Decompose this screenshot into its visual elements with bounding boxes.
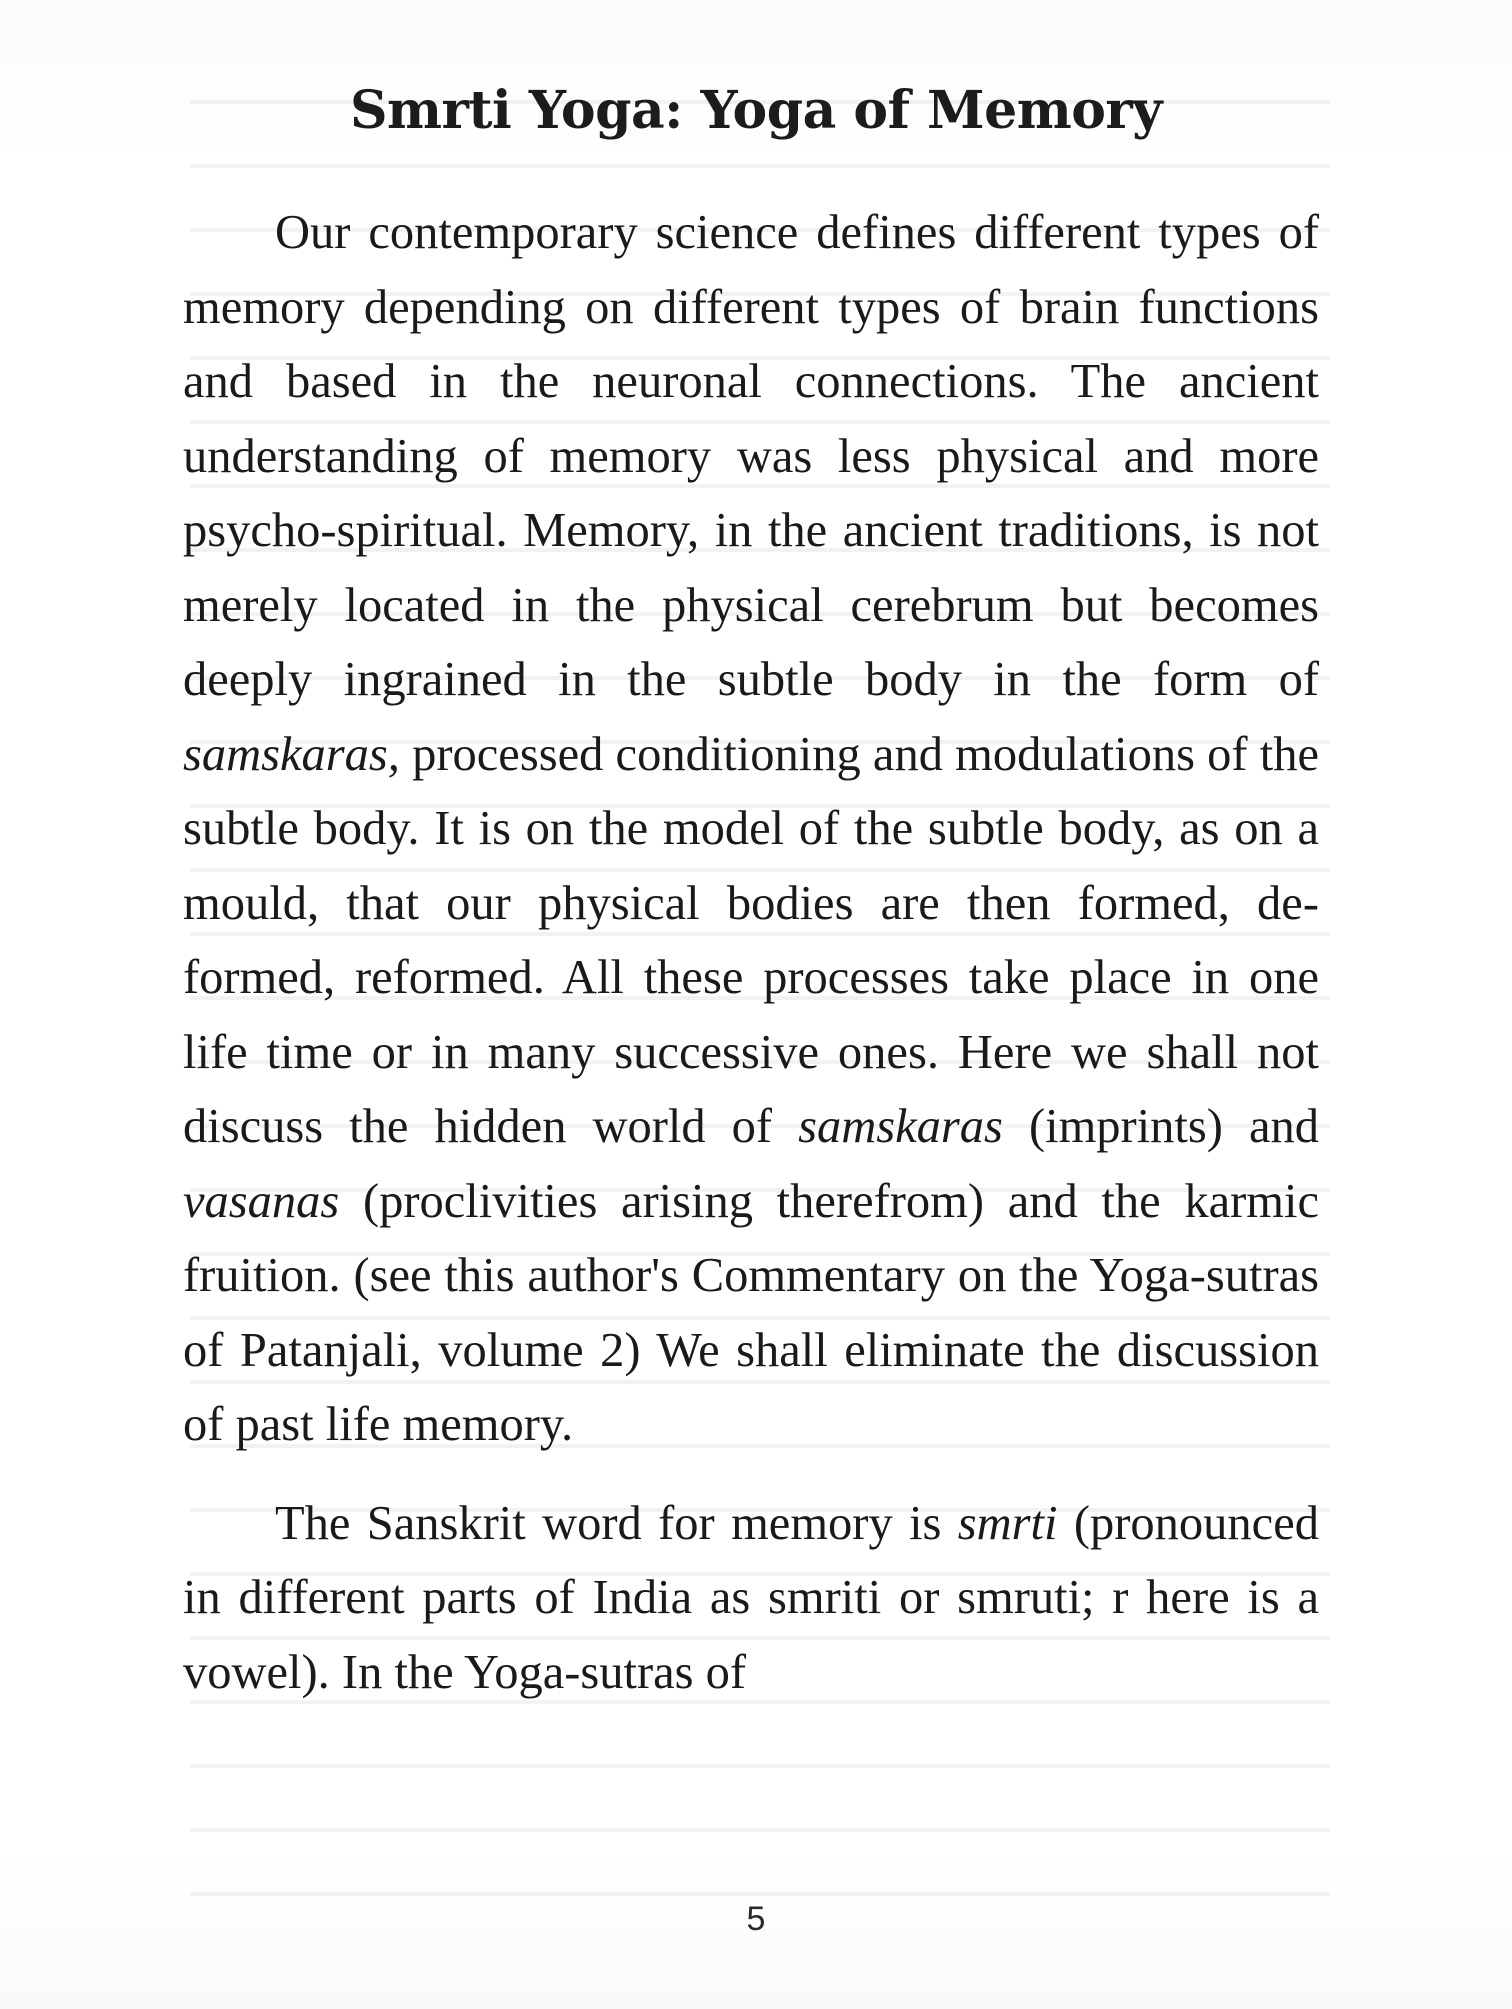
p1-italic-samskaras: samskaras, [183, 727, 400, 781]
p1-italic-vasanas: vasanas [183, 1174, 340, 1228]
body-text [183, 196, 1319, 1710]
paragraph-1 [183, 196, 1319, 1463]
p2-text-2: (pronounced in different parts of India as smriti or smruti; r here is a vowel). In the Yoga-sutras of [183, 1496, 1319, 1699]
page-number: 5 [746, 1900, 766, 1938]
p2-text-1: The Sanskrit word for memory is [275, 1496, 958, 1550]
p1-text-1: Our contemporary science defines different types of memory depending on different types of brain functions and based in the neuronal connections. The ancient understanding of memory was less physical and more psycho-spiritual. Memory, in the ancient traditions, is not merely located in the physical cerebrum but becomes deeply ingrained in the subtle body in the form of [183, 206, 1319, 706]
p1-italic-samskaras-2: samskaras [798, 1100, 1003, 1153]
p1-text-2: processed conditioning and modulations of the subtle body. It is on the model of the subtle body, as on a mould, that our physical bodies are then formed, de-formed, reformed. All these processes take place in one life time or in many successive ones. Here we shall not discuss the hidden world of [183, 727, 1319, 1153]
p1-text-3: (imprints) and [1002, 1100, 1319, 1153]
paragraph-2 [183, 1487, 1319, 1711]
chapter-heading: Smrti Yoga: Yoga of Memory [349, 80, 1163, 141]
p1-text-4: (proclivities arising therefrom) and the karmic fruition. (see this author's Commentary on the Yoga-sutras of Patanjali, volume 2) We shall eliminate the discussion of past life memory. [183, 1174, 1319, 1451]
p2-italic-smrti: smrti [957, 1496, 1058, 1550]
